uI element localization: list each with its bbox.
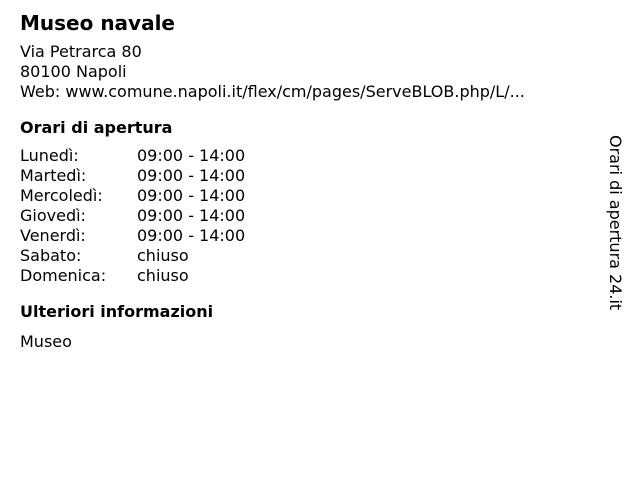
website-label: Web: [20, 82, 61, 101]
street-address: Via Petrarca 80 [20, 42, 142, 61]
brand-watermark: Orari di apertura 24.it [606, 135, 625, 311]
day-label: Lunedì: [20, 146, 79, 165]
table-row [20, 266, 245, 286]
table-row [20, 206, 245, 226]
hours-value: 09:00 - 14:00 [137, 226, 246, 245]
day-label: Giovedì: [20, 206, 86, 225]
hours-value: chiuso [137, 246, 189, 265]
page-title: Museo navale [20, 11, 175, 35]
table-row [20, 226, 245, 246]
hours-value: chiuso [137, 266, 189, 285]
hours-heading: Orari di apertura [20, 118, 173, 137]
table-row [20, 146, 245, 166]
day-label: Martedì: [20, 166, 87, 185]
hours-table [20, 146, 245, 286]
table-row [20, 166, 245, 186]
info-text: Museo [20, 332, 72, 351]
website-link[interactable]: www.comune.napoli.it/flex/cm/pages/ServeBLOB.php/L/... [65, 82, 525, 101]
day-label: Domenica: [20, 266, 107, 285]
table-row [20, 246, 245, 266]
hours-value: 09:00 - 14:00 [137, 186, 246, 205]
address-block [20, 42, 600, 102]
city-address: 80100 Napoli [20, 62, 127, 81]
day-label: Sabato: [20, 246, 82, 265]
info-heading: Ulteriori informazioni [20, 302, 214, 321]
day-label: Mercoledì: [20, 186, 103, 205]
hours-value: 09:00 - 14:00 [137, 206, 246, 225]
day-label: Venerdì: [20, 226, 86, 245]
table-row [20, 186, 245, 206]
hours-value: 09:00 - 14:00 [137, 166, 246, 185]
museum-card [20, 10, 600, 352]
website-line [20, 82, 600, 102]
hours-value: 09:00 - 14:00 [137, 146, 246, 165]
